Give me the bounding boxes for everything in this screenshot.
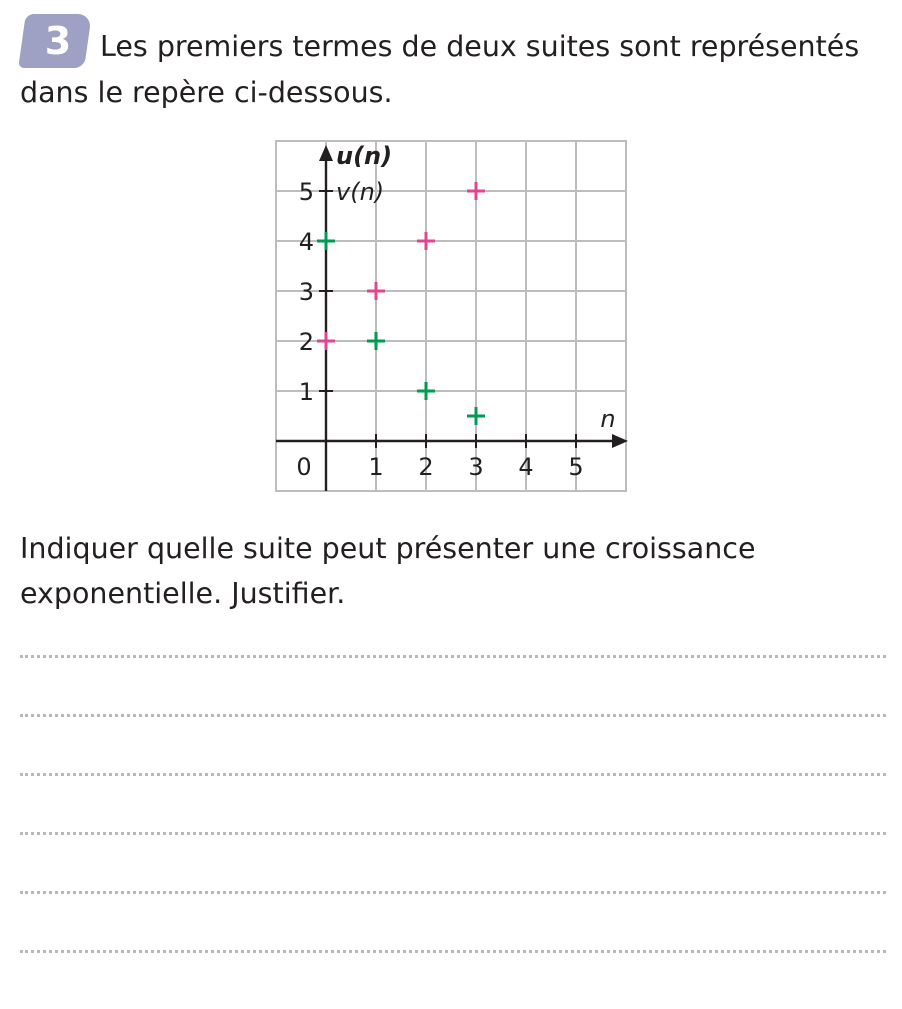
series-label-v: v(n) <box>336 178 385 206</box>
x-tick-label: 1 <box>368 453 384 481</box>
y-tick-label: 1 <box>298 378 314 406</box>
v-point-marker <box>417 232 435 250</box>
answer-area[interactable] <box>20 655 886 1009</box>
answer-line[interactable] <box>20 950 886 1009</box>
x-tick-label: 3 <box>468 453 484 481</box>
origin-label: 0 <box>296 453 312 481</box>
sequence-chart <box>270 135 642 503</box>
v-point-marker <box>317 332 335 350</box>
u-point-marker <box>417 382 435 400</box>
y-tick-label: 4 <box>298 228 314 256</box>
answer-line[interactable] <box>20 714 886 773</box>
y-axis-arrow <box>319 145 333 161</box>
answer-line[interactable] <box>20 773 886 832</box>
x-tick-label: 5 <box>568 453 584 481</box>
answer-line[interactable] <box>20 655 886 714</box>
x-axis-label: n <box>600 405 616 433</box>
v-point-marker <box>367 282 385 300</box>
exercise-question: Indiquer quelle suite peut présenter une croissance exponentielle. Justifier. <box>20 532 756 610</box>
u-point-marker <box>467 407 485 425</box>
exercise-number: 3 <box>44 19 72 63</box>
u-point-marker <box>367 332 385 350</box>
grid-frame <box>276 141 626 491</box>
answer-line[interactable] <box>20 832 886 891</box>
series-label-u: u(n) <box>336 142 393 170</box>
x-tick-label: 2 <box>418 453 434 481</box>
y-tick-label: 3 <box>298 278 314 306</box>
answer-line[interactable] <box>20 891 886 950</box>
y-tick-label: 2 <box>298 328 314 356</box>
exercise-intro-text: Les premiers termes de deux suites sont représentés dans le repère ci-dessous. <box>20 30 860 109</box>
u-point-marker <box>317 232 335 250</box>
sequence-chart-svg <box>270 135 642 499</box>
y-tick-label: 5 <box>298 178 314 206</box>
v-point-marker <box>467 182 485 200</box>
x-tick-label: 4 <box>518 453 534 481</box>
